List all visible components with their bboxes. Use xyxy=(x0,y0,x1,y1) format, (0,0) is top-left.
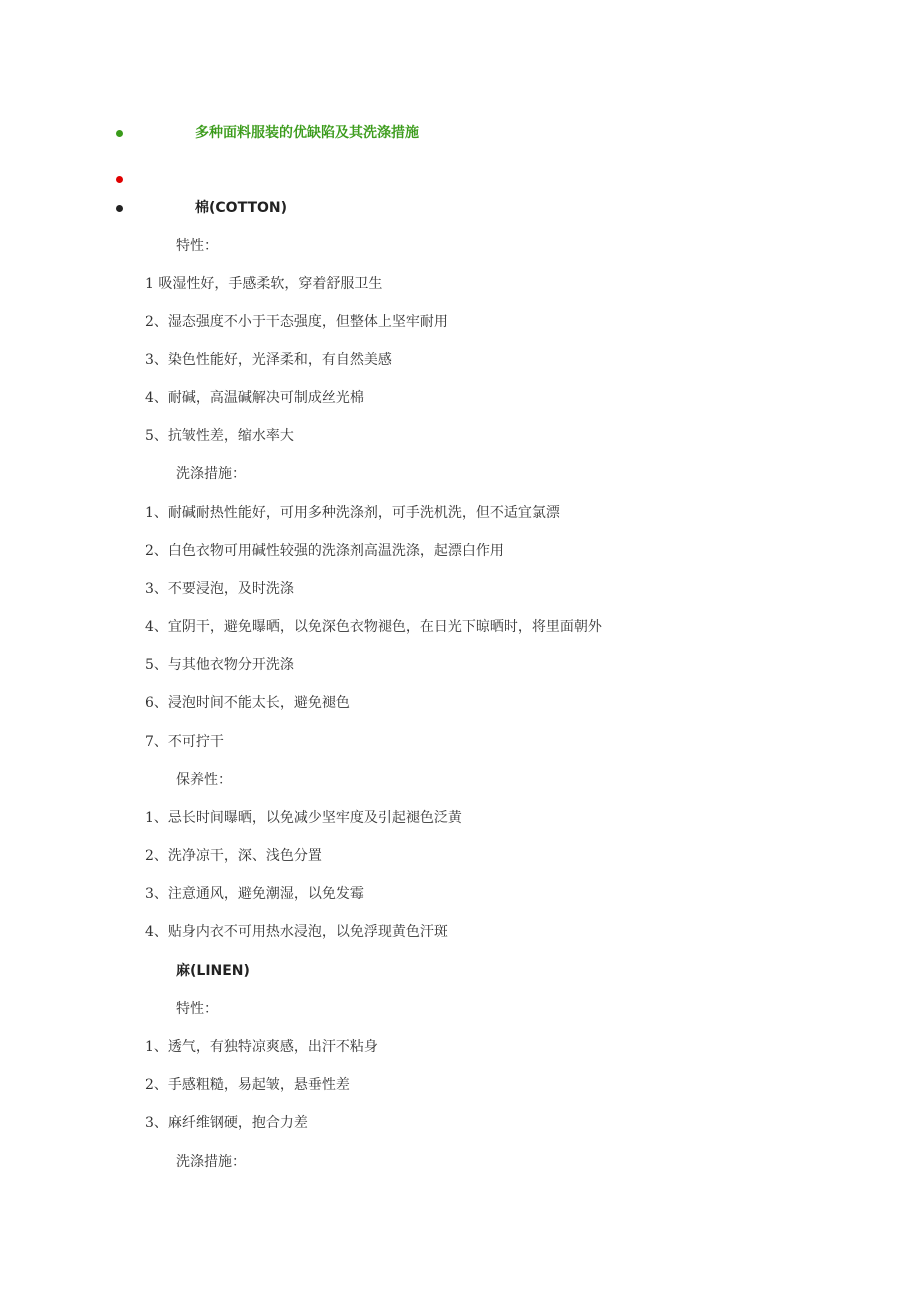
list-item: 1、耐碱耐热性能好，可用多种洗涤剂，可手洗机洗，但不适宜氯漂 xyxy=(145,505,560,521)
list-item: 2、手感粗糙，易起皱，悬垂性差 xyxy=(145,1077,350,1093)
page-title: 多种面料服装的优缺陷及其洗涤措施 xyxy=(195,125,419,141)
linen-traits-label: 特性： xyxy=(176,1001,218,1017)
list-item: 3、染色性能好，光泽柔和，有自然美感 xyxy=(145,352,392,368)
linen-heading: 麻(LINEN) xyxy=(176,963,250,979)
list-item: 4、宜阴干，避免曝晒，以免深色衣物褪色，在日光下晾晒时，将里面朝外 xyxy=(145,619,602,635)
list-item: 6、浸泡时间不能太长，避免褪色 xyxy=(145,695,350,711)
bullet-green xyxy=(116,130,123,137)
cotton-care-label: 保养性： xyxy=(176,772,232,788)
cotton-traits-label: 特性： xyxy=(176,238,218,254)
list-item: 4、耐碱，高温碱解决可制成丝光棉 xyxy=(145,390,364,406)
list-item: 2、白色衣物可用碱性较强的洗涤剂高温洗涤，起漂白作用 xyxy=(145,543,504,559)
list-item: 2、洗净凉干，深、浅色分置 xyxy=(145,848,322,864)
list-item: 3、注意通风，避免潮湿，以免发霉 xyxy=(145,886,364,902)
bullet-dark xyxy=(116,205,123,212)
list-item: 4、贴身内衣不可用热水浸泡，以免浮现黄色汗斑 xyxy=(145,924,448,940)
cotton-wash-label: 洗涤措施： xyxy=(176,466,246,482)
list-item: 1 吸湿性好，手感柔软，穿着舒服卫生 xyxy=(145,276,383,292)
linen-wash-label: 洗涤措施： xyxy=(176,1154,246,1170)
cotton-heading: 棉(COTTON) xyxy=(195,200,288,216)
list-item: 7、不可拧干 xyxy=(145,734,224,750)
list-item: 5、抗皱性差，缩水率大 xyxy=(145,428,294,444)
list-item: 2、湿态强度不小于干态强度，但整体上坚牢耐用 xyxy=(145,314,448,330)
list-item: 5、与其他衣物分开洗涤 xyxy=(145,657,294,673)
bullet-red xyxy=(116,176,123,183)
list-item: 1、忌长时间曝晒，以免减少坚牢度及引起褪色泛黄 xyxy=(145,810,462,826)
list-item: 3、不要浸泡，及时洗涤 xyxy=(145,581,294,597)
list-item: 1、透气，有独特凉爽感，出汗不粘身 xyxy=(145,1039,378,1055)
list-item: 3、麻纤维钢硬，抱合力差 xyxy=(145,1115,308,1131)
